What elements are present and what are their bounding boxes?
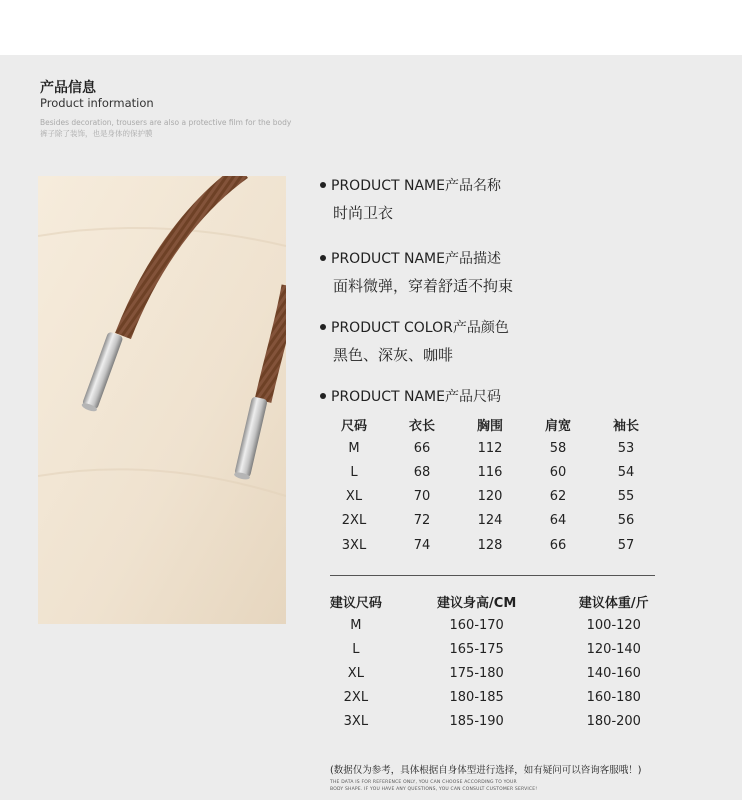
table-cell: XL — [345, 489, 363, 505]
table-cell: 180-185 — [449, 689, 504, 705]
table-cell: 140-160 — [586, 665, 641, 681]
table-cell: 165-175 — [449, 641, 504, 657]
section-note-en: Besides decoration, trousers are also a protective film for the body — [40, 118, 292, 127]
divider — [330, 575, 655, 576]
table-row — [308, 661, 678, 685]
product-size-block — [320, 386, 501, 406]
disclaimer-fine-print: THE DATA IS FOR REFERENCE ONLY, YOU CAN CHOOSE ACCORDING TO YOUR — [330, 780, 517, 785]
table-header-cell: 肩宽 — [544, 418, 571, 434]
disclaimer-fine-print: BODY SHAPE. IF YOU HAVE ANY QUESTIONS, YOU CAN CONSULT CUSTOMER SERVICE! — [330, 787, 538, 792]
table-header-row — [320, 412, 660, 436]
table-cell: 68 — [413, 464, 431, 480]
table-cell: 72 — [413, 513, 431, 529]
table-cell: 185-190 — [449, 714, 504, 730]
table-cell: 2XL — [343, 689, 369, 705]
table-cell: 55 — [617, 489, 635, 505]
table-row — [308, 613, 678, 637]
table-cell: 66 — [549, 537, 567, 553]
table-cell: 124 — [477, 513, 503, 529]
table-cell: L — [350, 464, 358, 480]
table-row — [320, 460, 660, 484]
table-cell: 70 — [413, 489, 431, 505]
table-cell: 100-120 — [586, 617, 641, 633]
table-cell: 60 — [549, 464, 567, 480]
table-cell: XL — [347, 665, 364, 681]
product-desc-block — [320, 248, 513, 296]
table-row — [320, 485, 660, 509]
table-header-cell: 胸围 — [476, 418, 503, 434]
table-cell: 62 — [549, 489, 567, 505]
product-desc-value: 面料微弹，穿着舒适不拘束 — [333, 277, 514, 295]
section-subtitle: Product information — [40, 96, 154, 110]
table-header-cell: 袖长 — [612, 418, 639, 434]
table-header-cell: 衣长 — [408, 418, 435, 434]
table-row — [308, 709, 678, 733]
table-row — [320, 436, 660, 460]
bullet-dot-icon — [320, 182, 326, 188]
product-name-value: 时尚卫衣 — [333, 204, 394, 222]
bullet-dot-icon — [320, 393, 326, 399]
table-cell: 160-170 — [449, 617, 504, 633]
table-cell: 66 — [413, 440, 431, 456]
product-color-block — [320, 317, 509, 365]
table-cell: 128 — [477, 537, 503, 553]
table-row — [308, 685, 678, 709]
table-cell: 3XL — [343, 714, 369, 730]
table-row — [320, 533, 660, 557]
table-cell: 64 — [549, 513, 567, 529]
table-row — [320, 509, 660, 533]
bullet-dot-icon — [320, 255, 326, 261]
section-title: 产品信息 — [40, 80, 96, 96]
table-row — [308, 637, 678, 661]
table-cell: 57 — [617, 537, 635, 553]
table-header-cell: 建议身高/CM — [437, 595, 517, 611]
product-color-value: 黑色、深灰、咖啡 — [333, 346, 454, 364]
table-cell: 116 — [477, 464, 503, 480]
section-note-cn: 裤子除了装饰，也是身体的保护膜 — [40, 129, 153, 138]
table-cell: M — [348, 440, 360, 456]
recommendation-table — [308, 589, 678, 734]
product-name-block — [320, 175, 501, 223]
table-cell: L — [352, 641, 360, 657]
table-cell: 53 — [617, 440, 635, 456]
bullet-dot-icon — [320, 324, 326, 330]
table-header-cell: 建议尺码 — [329, 595, 382, 611]
table-cell: 2XL — [341, 513, 367, 529]
table-header-cell: 尺码 — [340, 418, 367, 434]
table-cell: 120 — [477, 489, 503, 505]
table-cell: 56 — [617, 513, 635, 529]
table-cell: 58 — [549, 440, 567, 456]
product-name-label: PRODUCT NAME产品名称 — [331, 178, 501, 194]
table-cell: 74 — [413, 537, 431, 553]
product-color-label: PRODUCT COLOR产品颜色 — [331, 320, 509, 336]
table-header-cell: 建议体重/斤 — [578, 595, 649, 611]
product-size-label: PRODUCT NAME产品尺码 — [331, 389, 501, 405]
product-desc-label: PRODUCT NAME产品描述 — [331, 251, 501, 267]
table-cell: 3XL — [341, 537, 367, 553]
table-cell: 54 — [617, 464, 635, 480]
table-cell: 160-180 — [586, 689, 641, 705]
table-cell: 180-200 — [586, 714, 641, 730]
table-header-row — [308, 589, 678, 613]
table-cell: 175-180 — [449, 665, 504, 681]
table-cell: 120-140 — [586, 641, 641, 657]
size-table — [320, 412, 660, 557]
table-cell: 112 — [477, 440, 503, 456]
table-cell: M — [350, 617, 362, 633]
disclaimer-note: (数据仅为参考，具体根据自身体型进行选择，如有疑问可以咨询客服哦！) — [330, 765, 642, 776]
product-detail-photo — [38, 176, 286, 624]
